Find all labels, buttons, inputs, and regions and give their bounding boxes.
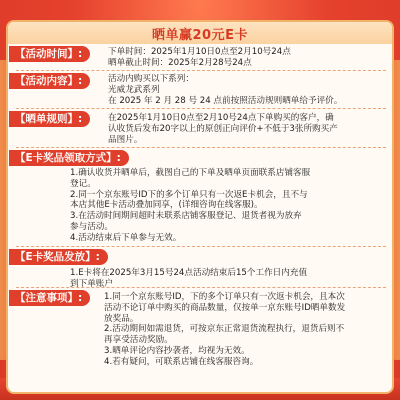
activity-content-text — [108, 74, 390, 106]
divider — [16, 70, 386, 71]
claim-process-text — [70, 168, 388, 244]
rules-line: 在2025年1月10日0点至2月10号24点下单购买的客户，确 — [108, 113, 334, 123]
notes-label: 【注意事项】: — [9, 290, 90, 306]
card-header — [8, 22, 392, 44]
notes-line: 再享受活动奖励。 — [104, 335, 173, 346]
divider — [16, 147, 386, 148]
claim-line: 2.同一个京东账号ID下的多个订单只有一次返E卡机会，且不与 — [70, 189, 308, 200]
activity-time-label: 【活动时间】: — [9, 46, 90, 62]
claim-line: 本店其他E卡活动叠加同享，(详细咨询在线客服)。 — [70, 200, 263, 211]
review-deadline: 晒单截止时间：2025年2月28号24点 — [108, 57, 252, 68]
claim-line: 参与活动。 — [70, 221, 113, 232]
notes-line: 放奖品。 — [104, 313, 139, 324]
activity-time-text — [108, 47, 388, 69]
notes-line: 4.若有疑问，可联系店铺在线客服咨询。 — [104, 356, 259, 367]
content-line: 在 2025 年 2 月 28 号 24 点前按照活动规则晒单给予评价。 — [108, 95, 343, 106]
divider — [16, 287, 386, 288]
order-time: 下单时间：2025年1月10日0点至2月10号24点 — [108, 47, 291, 57]
claim-line: 3.在活动时间期间超时未联系店铺客服登记、退货者视为放弃 — [70, 211, 302, 222]
distribution-line: 1.E卡将在2025年3月15号24点活动结束后15个工作日内充值 — [70, 268, 308, 278]
divider — [16, 108, 386, 109]
distribution-label: 【E卡奖品发放】: — [9, 249, 108, 265]
activity-content-label: 【活动内容】: — [9, 73, 90, 89]
claim-line: 4.活动结束后下单参与无效。 — [70, 232, 182, 243]
rules-line: 认收货后发布20字以上的原创正向评价+不低于3张所购买产 — [108, 123, 338, 134]
divider — [16, 246, 386, 247]
distribution-line: 到下单账户 — [70, 278, 113, 289]
claim-process-label: 【E卡奖品领取方式】: — [9, 150, 129, 166]
notes-line: 3.晒单评论内容抄袭者，均视为无效。 — [104, 345, 250, 356]
rules-line: 品图片。 — [108, 134, 143, 145]
notes-line: 1.同一个京东账号ID，下的多个订单只有一次返卡机会，且本次 — [104, 292, 345, 302]
claim-line: 登记。 — [70, 178, 96, 189]
page-title: 晒单赢20元E卡 — [152, 27, 248, 43]
notes-line: 2.活动期间如需退货，可按京东正常退货流程执行，退货后则不 — [104, 324, 345, 335]
notes-text — [104, 292, 392, 368]
content-line: 光威龙武系列 — [108, 84, 160, 95]
review-rules-label: 【晒单规则】: — [9, 111, 90, 127]
review-rules-text — [108, 113, 392, 145]
notes-line: 活动不论订单中购买的商品数量，仅按单一京东账号ID晒单数发 — [104, 302, 346, 313]
content-line: 活动内购买以下系列： — [108, 74, 194, 84]
rules-card — [6, 20, 394, 394]
claim-line: 1.确认收货并晒单后，截图自己的下单及晒单页面联系店铺客服 — [70, 168, 311, 178]
